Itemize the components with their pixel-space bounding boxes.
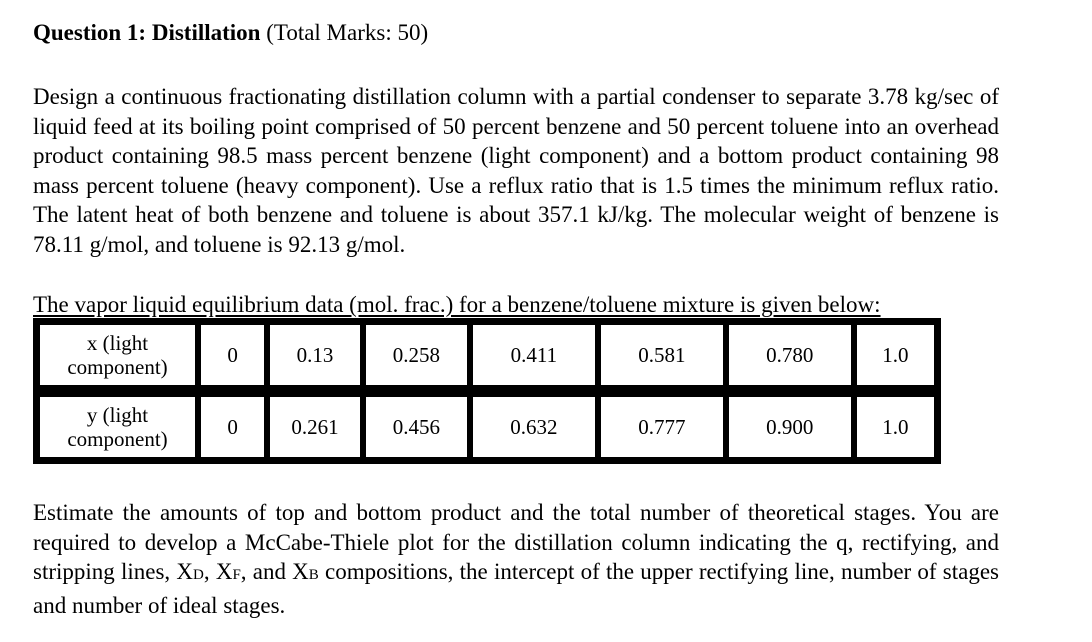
y-row: [37, 394, 937, 460]
y-value-cell: 1.0: [854, 394, 937, 460]
y-value-cell: 0.456: [363, 394, 470, 460]
question-label: Question 1: Distillation: [33, 20, 261, 45]
y-label-line-1: y (light: [86, 403, 149, 427]
problem-statement: Design a continuous fractionating distillation column with a partial condenser to separate 3.78 kg/sec of liquid feed at its boiling point comprised of 50 percent benzene and 50 percent toluene into an overhead product containing 98.5 mass percent benzene (light component) and a bottom product containing 98 mass percent toluene (heavy component). Use a reflux ratio that is 1.5 times the minimum reflux ratio. The latent heat of both benzene and toluene is about 357.1 kJ/kg. The molecular weight of benzene is 78.11 g/mol, and toluene is 92.13 g/mol.: [33, 84, 999, 257]
y-row-header: [37, 394, 198, 460]
document-page: [33, 18, 999, 618]
y-value-cell: 0.632: [470, 394, 598, 460]
x-value-cell: 0.13: [267, 322, 363, 388]
x-label-line-1: x (light: [86, 331, 149, 355]
x-row-header: [37, 322, 198, 388]
task-text-2: compositions, the intercept of the upper rectifying line, number of stages and number of ideal stages.: [33, 559, 999, 618]
y-value-cell: 0.900: [726, 394, 854, 460]
x-value-cell: 0.258: [363, 322, 470, 388]
task-sep-1: , X: [203, 559, 233, 584]
y-value-cell: 0: [198, 394, 267, 460]
x-row: [37, 322, 937, 388]
xb-subscript: B: [308, 567, 319, 583]
vle-data-table: [33, 318, 941, 464]
x-value-cell: 0: [198, 322, 267, 388]
y-value-cell: 0.777: [598, 394, 726, 460]
xd-subscript: D: [193, 567, 204, 583]
y-value-cell: 0.261: [267, 394, 363, 460]
task-text-1: Estimate the amounts of top and bottom product and the total number of theoretical stages. You are required to develop a McCabe-Thiele plot for the distillation column indicating the q, rectifying, and stripping lines, X: [33, 500, 999, 584]
x-value-cell: 1.0: [854, 322, 937, 388]
x-value-cell: 0.581: [598, 322, 726, 388]
y-label-line-2: component): [67, 427, 168, 451]
question-marks: (Total Marks: 50): [266, 20, 429, 45]
x-value-cell: 0.780: [726, 322, 854, 388]
x-label-line-2: component): [67, 355, 168, 379]
xf-subscript: F: [232, 567, 241, 583]
task-sep-2: , and X: [240, 559, 309, 584]
vle-caption: The vapor liquid equilibrium data (mol. frac.) for a benzene/toluene mixture is given below:: [33, 292, 881, 317]
x-value-cell: 0.411: [470, 322, 598, 388]
question-title: [33, 18, 999, 48]
task-statement: [33, 498, 999, 620]
